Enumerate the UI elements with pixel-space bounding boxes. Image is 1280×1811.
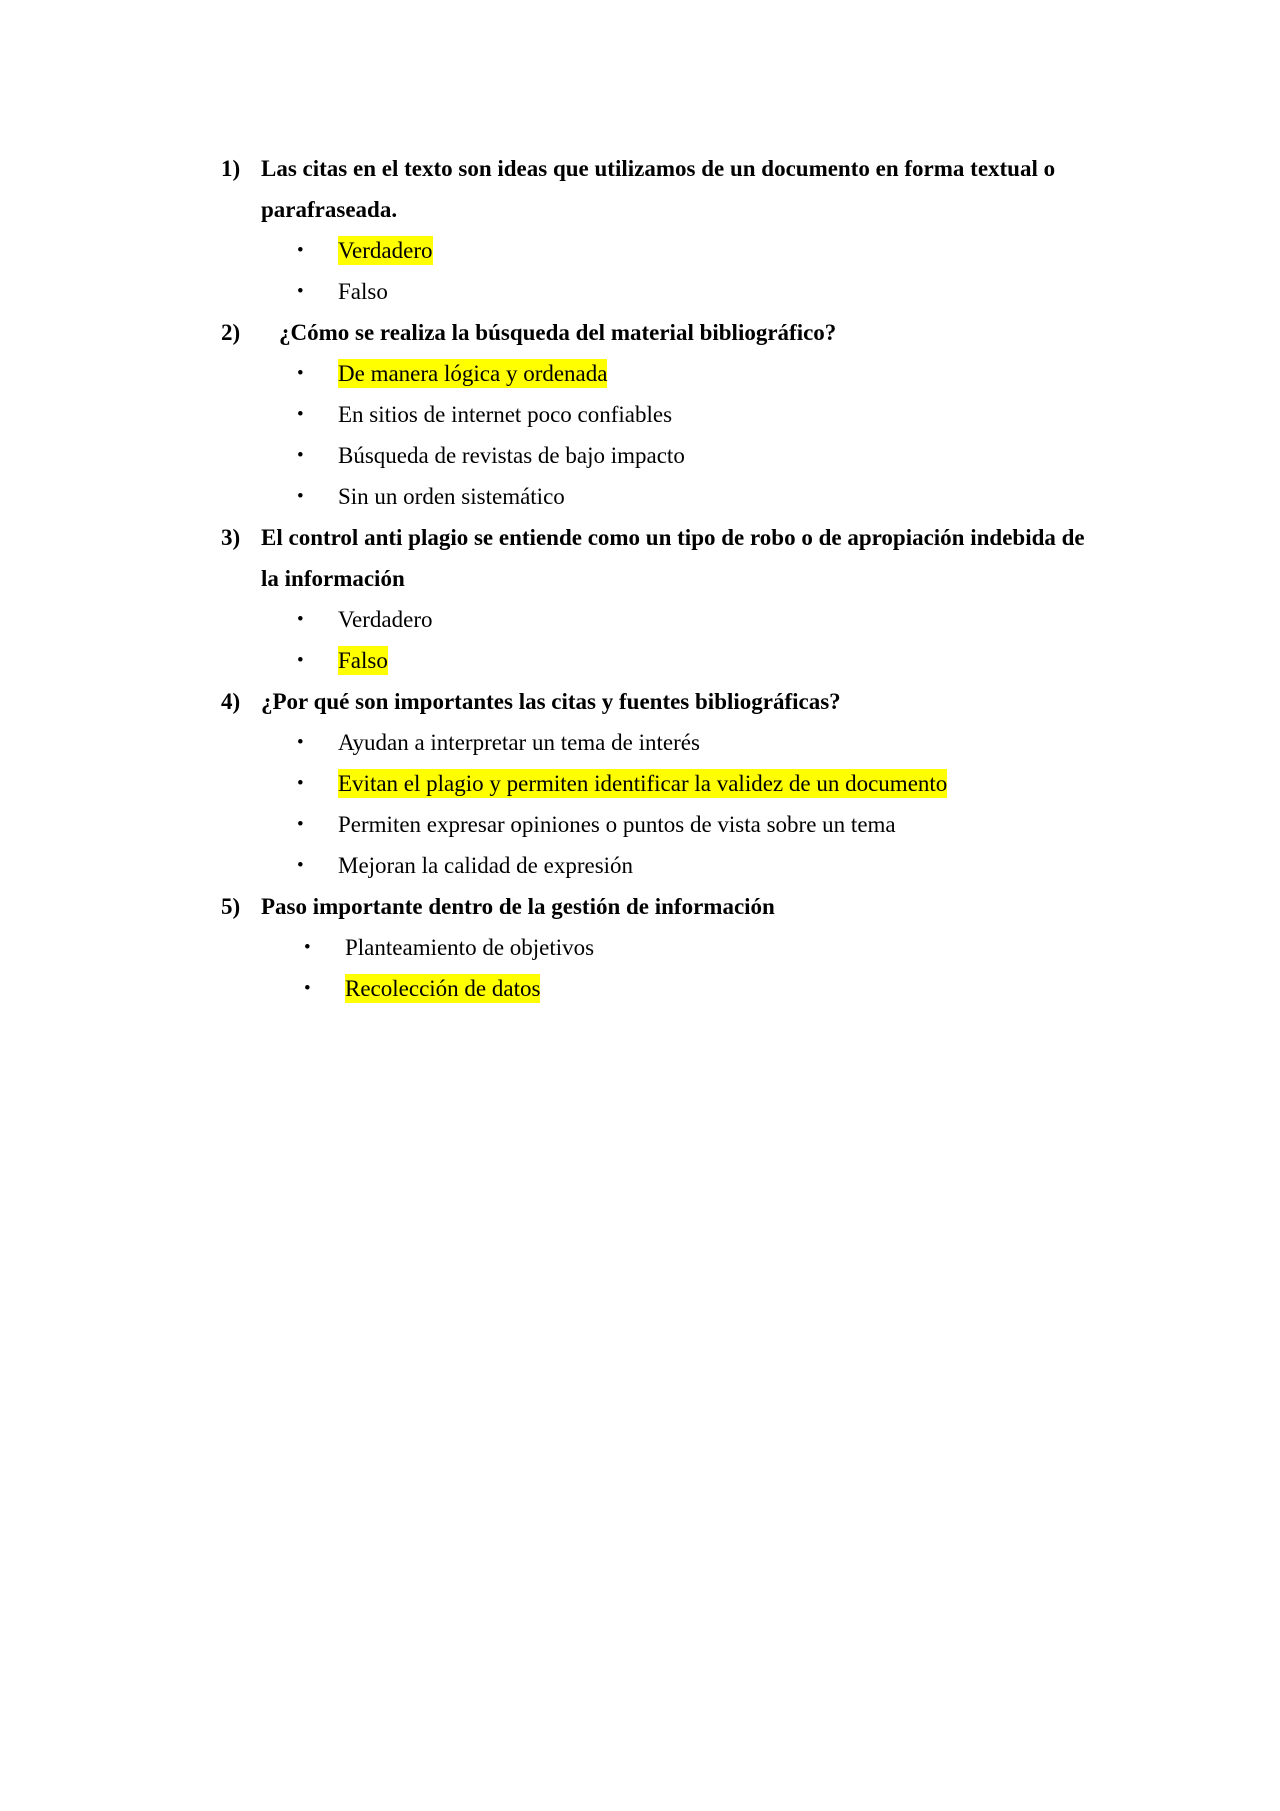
answer-item (221, 394, 1101, 435)
answer-text: De manera lógica y ordenada (338, 361, 608, 386)
answer-item (221, 763, 1101, 804)
bullet-icon: • (297, 650, 304, 671)
answer-item (221, 271, 1101, 312)
question-3 (221, 517, 1101, 681)
answer-text: Falso (338, 279, 388, 304)
bullet-icon: • (297, 240, 304, 261)
answer-item (221, 845, 1101, 886)
question-2 (221, 312, 1101, 517)
answer-text: Sin un orden sistemático (338, 484, 565, 509)
bullet-icon: • (304, 978, 311, 999)
answer-text: En sitios de internet poco confiables (338, 402, 673, 427)
bullet-icon: • (297, 773, 304, 794)
question-number: 1) (221, 156, 241, 181)
question-5 (221, 886, 1101, 1009)
bullet-icon: • (297, 404, 304, 425)
question-number: 3) (221, 525, 241, 550)
answer-item (221, 476, 1101, 517)
answer-item (221, 804, 1101, 845)
question-text: Las citas en el texto son ideas que utilizamos de un documento en forma textual o parafraseada. (261, 156, 1056, 222)
question-number: 2) (221, 320, 241, 345)
answer-item (221, 435, 1101, 476)
bullet-icon: • (304, 937, 311, 958)
bullet-icon: • (297, 855, 304, 876)
answer-item (221, 722, 1101, 763)
bullet-icon: • (297, 363, 304, 384)
answer-text: Búsqueda de revistas de bajo impacto (338, 443, 685, 468)
answer-text: Mejoran la calidad de expresión (338, 853, 634, 878)
question-text: ¿Por qué son importantes las citas y fuentes bibliográficas? (261, 689, 841, 714)
answer-text: Verdadero (338, 238, 433, 263)
bullet-icon: • (297, 732, 304, 753)
question-text: Paso importante dentro de la gestión de información (261, 894, 775, 919)
bullet-icon: • (297, 445, 304, 466)
question-1 (221, 148, 1101, 312)
question-number: 4) (221, 689, 241, 714)
question-text: El control anti plagio se entiende como un tipo de robo o de apropiación indebida de la información (261, 525, 1085, 591)
question-number: 5) (221, 894, 241, 919)
bullet-icon: • (297, 281, 304, 302)
answer-item (221, 968, 1101, 1009)
question-4 (221, 681, 1101, 886)
answer-list (221, 353, 1101, 517)
question-text: ¿Cómo se realiza la búsqueda del material bibliográfico? (279, 320, 837, 345)
answer-text: Verdadero (338, 607, 433, 632)
bullet-icon: • (297, 814, 304, 835)
answer-list (221, 599, 1101, 681)
answer-item (221, 640, 1101, 681)
answer-item (221, 599, 1101, 640)
answer-item (221, 927, 1101, 968)
answer-item (221, 230, 1101, 271)
answer-text: Recolección de datos (345, 976, 541, 1001)
answer-item (221, 353, 1101, 394)
bullet-icon: • (297, 609, 304, 630)
answer-text: Falso (338, 648, 388, 673)
answer-text: Planteamiento de objetivos (345, 935, 595, 960)
bullet-icon: • (297, 486, 304, 507)
answer-text: Ayudan a interpretar un tema de interés (338, 730, 700, 755)
answer-list (221, 927, 1101, 1009)
answer-text: Evitan el plagio y permiten identificar la validez de un documento (338, 771, 948, 796)
answer-text: Permiten expresar opiniones o puntos de vista sobre un tema (338, 812, 896, 837)
answer-list (221, 722, 1101, 886)
answer-list (221, 230, 1101, 312)
question-list (221, 148, 1101, 1009)
